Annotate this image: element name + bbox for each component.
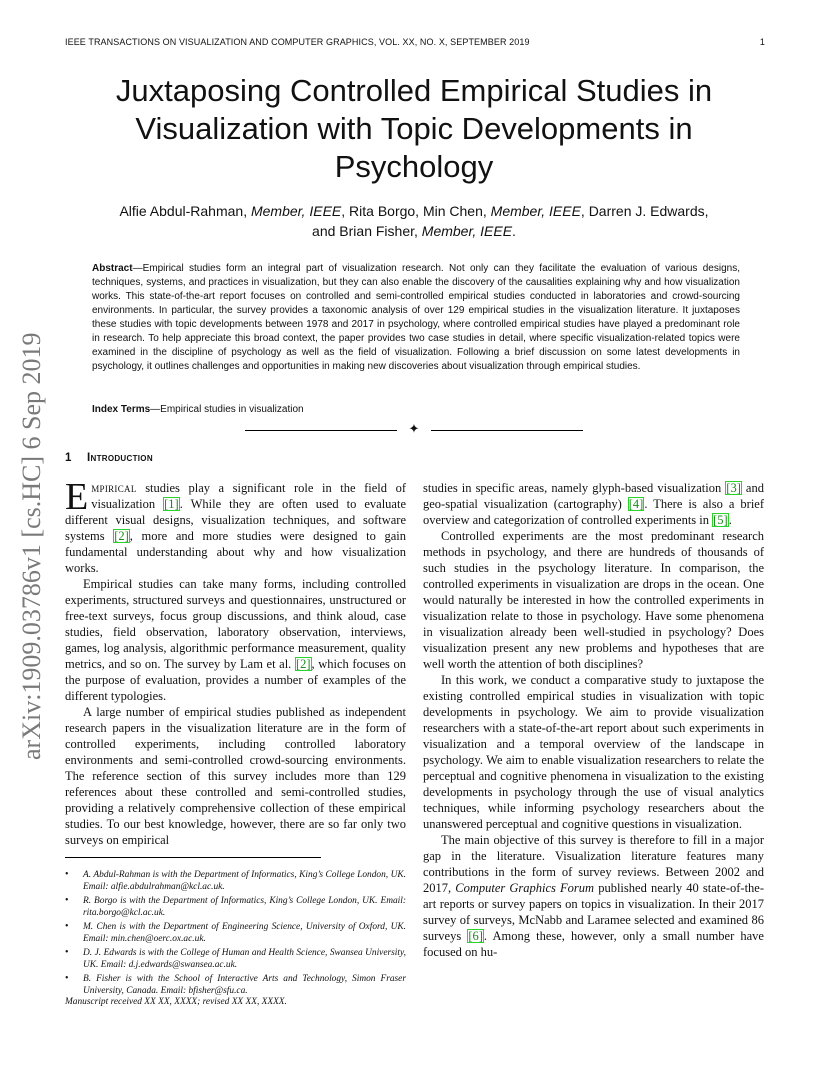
abstract — [92, 262, 740, 374]
footnote-text: B. Fisher is with the School of Interactive Arts and Technology, Simon Fraser University, Canada. Email: bfisher@sfu.ca. — [83, 974, 406, 997]
footnote-text: R. Borgo is with the Department of Informatics, King’s College London, UK. Email: rita.borgo@kcl.ac.uk. — [83, 896, 406, 919]
text-run: Empirical studies can take many forms, including controlled experiments, structured surveys and questionnaires, unstructured or free-text surveys, focus group discussions, and think aloud, case studies, field observation, laboratory observation, interviews, games, log analysis, algorithmic performance measurement, quality metrics, and so on. The survey by Lam et al. — [65, 577, 406, 671]
paragraph — [423, 480, 764, 528]
text-run: . There is also a brief overview and categorization of controlled experiments in — [423, 497, 764, 527]
author-1-role: Member, IEEE — [250, 203, 342, 219]
journal-line: IEEE TRANSACTIONS ON VISUALIZATION AND COMPUTER GRAPHICS, VOL. XX, NO. X, SEPTEMBER 2019 — [65, 37, 530, 47]
paragraph: Controlled experiments are the most predominant research methods in psychology, and there are hundreds of thousands of such studies in the psychology literature. In comparison, the controlled experiments in visualization are drops in the ocean. One would naturally be interested in how the controlled experiments in visualization relate to those in psychology. Have some phenomena in visualization already been well-studied in psychology? Does visualization present any new problems and hypotheses that are well worth the attention of both disciplines? — [423, 529, 764, 671]
text-run: published nearly 40 state-of-the-art reports or survey papers on topics in visualization. In their 2017 survey of surveys, McNabb and Laramee selected and examined 86 surveys — [423, 881, 765, 943]
text-run: . Among these, however, only a small number have focused on hu- — [423, 929, 764, 959]
section-divider — [245, 421, 583, 438]
paragraph: In this work, we conduct a comparative study to juxtapose the existing controlled empirical studies in visualization with topic developments in psychology. We aim to provide visualization researchers with a state-of-the-art report about such experiments in visualization and a temporal overview of the landscape in psychology. We aim to enable visualization researchers to relate the perceptual and cognitive phenomena in visualization to the existing developments in psychology through the use of visual analytics techniques, while informing psychology researchers about the unanswered perceptual and cognitive questions in visualization. — [423, 673, 764, 831]
citation-link[interactable]: [3] — [726, 481, 741, 495]
text-run: . — [728, 513, 732, 527]
author-1: Alfie Abdul-Rahman, — [119, 203, 251, 219]
bullet-icon: • — [65, 921, 69, 932]
footnote-item — [65, 895, 406, 919]
citation-link[interactable]: [5] — [713, 513, 728, 527]
footnote-item — [65, 869, 406, 893]
affiliation-footnotes — [65, 869, 406, 999]
journal-name: Computer Graphics Forum — [455, 881, 595, 895]
page-number: 1 — [759, 37, 765, 47]
citation-link[interactable]: [2] — [114, 529, 129, 543]
bullet-icon: • — [65, 947, 69, 958]
paragraph: A large number of empirical studies published as independent research papers in the visualization literature are in the form of controlled experiments, including controlled laboratory environments and semi-controlled crowd-sourcing environments. The reference section of this survey includes more than 129 references about these controlled and semi-controlled studies, providing a relatively comprehensive collection of these empirical studies. To our best knowledge, however, there are so far only two surveys on empirical — [65, 705, 406, 847]
author-5-role: Member, IEEE — [421, 223, 513, 239]
arxiv-stamp[interactable]: arXiv:1909.03786v1 [cs.HC] 6 Sep 2019 — [17, 332, 46, 760]
first-word-rest: mpirical — [91, 481, 137, 495]
author-3-role: Member, IEEE — [490, 203, 581, 219]
footnote-rule — [65, 857, 321, 858]
paper-title: Juxtaposing Controlled Empirical Studies in Visualization with Topic Developments in Psychology — [115, 73, 713, 184]
abstract-label: Abstract — [92, 263, 133, 274]
manuscript-note: Manuscript received XX XX, XXXX; revised XX XX, XXXX. — [65, 997, 287, 1007]
text-run: studies in specific areas, namely glyph-based visualization — [423, 481, 726, 495]
citation-link[interactable]: [2] — [295, 657, 311, 671]
running-head — [65, 37, 765, 47]
footnote-item — [65, 921, 406, 945]
footnote-text: M. Chen is with the Department of Engineering Science, University of Oxford, UK. Email: min.chen@oerc.ox.ac.uk. — [83, 922, 406, 945]
footnote-item — [65, 973, 406, 997]
citation-link[interactable]: [4] — [628, 497, 644, 511]
section-number: 1 — [65, 452, 72, 464]
text-run: studies play a significant role in the field of visualization — [91, 481, 406, 511]
bullet-icon: • — [65, 895, 69, 906]
section-heading — [65, 452, 153, 464]
index-terms — [92, 403, 740, 417]
right-column — [423, 480, 764, 960]
paragraph — [65, 476, 407, 576]
citation-link[interactable]: [1] — [164, 497, 179, 511]
text-run: , more and more studies were designed to gain fundamental understanding about why and how visualization works. — [65, 529, 406, 575]
abstract-text: —Empirical studies form an integral part of visualization research. Not only can they facilitate the evaluation of various designs, techniques, systems, and practices in visualization, but they can also enable the discovery of the causalities explaining why and how visualization works. This state-of-the-art report focuses on controlled and semi-controlled empirical studies conducted in laboratories and crowd-sourcing environments. In particular, the survey provides a taxonomic analysis of over 129 empirical studies in the visualization literature. It juxtaposes these studies with topic developments between 1978 and 2017 in psychology, where controlled empirical studies have played a predominant role in research. To help appreciate this broad context, the paper provides two case studies in detail, where specific visualization-related topics were examined in the discipline of psychology as well as the field of visualization. Following a brief discussion on some latest developments in psychology, it outlines challenges and opportunities in making new discoveries about visualization through empirical studies. — [92, 263, 740, 372]
divider-line-left — [245, 430, 397, 431]
index-terms-label: Index Terms — [92, 404, 151, 415]
divider-star-icon: ✦ — [408, 421, 420, 436]
bullet-icon: • — [65, 869, 69, 880]
author-4: , Darren J. Edwards, — [580, 203, 709, 219]
index-terms-text: —Empirical studies in visualization — [150, 404, 304, 415]
section-title: Introduction — [87, 452, 153, 464]
paragraph — [423, 832, 764, 960]
author-5: and Brian Fisher, — [312, 223, 422, 239]
author-list — [70, 201, 758, 241]
dropcap: E — [65, 476, 89, 518]
text-run: and geo-spatial visualization (cartography) — [423, 481, 764, 511]
citation-link[interactable]: [6] — [468, 929, 483, 943]
bullet-icon: • — [65, 973, 69, 984]
left-column — [65, 476, 407, 848]
divider-line-right — [431, 430, 583, 431]
footnote-text: D. J. Edwards is with the College of Human and Health Science, Swansea University, UK. Email: d.j.edwards@swansea.ac.uk. — [83, 948, 406, 971]
footnote-item — [65, 947, 406, 971]
author-2-3: , Rita Borgo, Min Chen, — [341, 203, 491, 219]
footnote-text: A. Abdul-Rahman is with the Department of Informatics, King’s College London, UK. Email: alfie.abdulrahman@kcl.ac.uk. — [83, 870, 406, 893]
paragraph — [65, 576, 406, 704]
text-run: , which focuses on the purpose of evaluation, provides a number of examples of the different typologies. — [65, 657, 407, 703]
text-run: The main objective of this survey is therefore to fill in a major gap in the literature. Visualization literature features many contributions in the form of survey reviews. Between 2002 and 2017, — [423, 833, 764, 895]
text-run: . While they are often used to evaluate different visual designs, visualization techniques, and software systems — [65, 497, 407, 543]
authors-end: . — [512, 223, 516, 239]
